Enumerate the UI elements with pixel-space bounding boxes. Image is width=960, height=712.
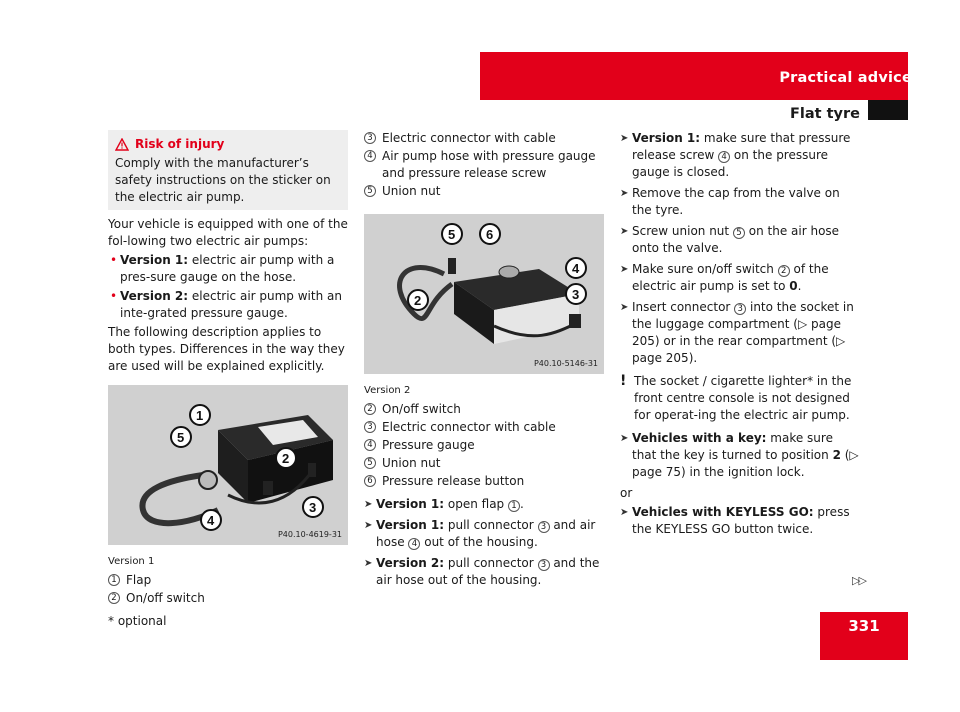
svg-text:5: 5 (448, 227, 456, 242)
warning-title-text: Risk of injury (135, 137, 225, 151)
legend-item: 2 On/off switch (108, 590, 348, 607)
pump-version-2-photo (364, 214, 604, 374)
warning-box (108, 130, 348, 210)
legend-item: 6 Pressure release button (364, 473, 604, 490)
svg-text:3: 3 (309, 500, 317, 515)
svg-text:2: 2 (414, 293, 422, 308)
step-arrow-icon: ➤ (620, 302, 629, 313)
step-arrow-icon: ➤ (620, 264, 629, 275)
legend-item: 4 Pressure gauge (364, 437, 604, 454)
svg-text:6: 6 (486, 227, 494, 242)
step-arrow-icon: ➤ (620, 433, 629, 444)
step-arrow-icon: ➤ (620, 133, 629, 144)
svg-text:1: 1 (196, 408, 204, 423)
exclamation-icon: ! (620, 373, 627, 389)
step-vehicles-with-key: ➤ Vehicles with a key: make sure that the key is turned to position 2 (▷ page 75) in the ignition lock. (620, 431, 859, 479)
warning-text: Comply with the manufacturer’s safety instructions on the sticker on the electric air pump. (115, 156, 331, 204)
photo-code: P40.10-4619-31 (277, 530, 342, 539)
column-1 (108, 130, 348, 608)
column-3 (620, 130, 860, 542)
legend-item: 5 Union nut (364, 183, 604, 200)
subsection-title: Flat tyre (789, 106, 860, 122)
step-pull-connector-v1: ➤ Version 1: pull connector 3 and air hose 4 out of the housing. (364, 518, 596, 549)
pump-version-1-illustration (108, 385, 348, 545)
step-arrow-icon: ➤ (364, 558, 373, 569)
or-text: or (620, 486, 633, 500)
figure-caption: Version 1 (108, 556, 155, 567)
step-open-flap: ➤ Version 1: open flap 1 . (364, 497, 524, 511)
step-arrow-icon: ➤ (620, 226, 629, 237)
footnote: * optional (108, 614, 167, 628)
legend-item: 1 Flap (108, 572, 348, 589)
legend-item: 2 On/off switch (364, 401, 604, 418)
svg-text:2: 2 (282, 451, 290, 466)
warning-triangle-icon (115, 138, 129, 151)
legend-item: 3 Electric connector with cable (364, 419, 604, 436)
step-arrow-icon: ➤ (620, 188, 629, 199)
step-keyless-go: ➤ Vehicles with KEYLESS GO: press the KEYLESS GO button twice. (620, 505, 850, 536)
page-number: 331 (848, 617, 880, 635)
svg-text:5: 5 (177, 430, 185, 445)
step-insert-connector: ➤ Insert connector 3 into the socket in the luggage compartment (▷ page 205) or in the rear compartment (▷ page 205). (620, 300, 854, 365)
svg-text:4: 4 (572, 261, 580, 276)
pump-version-1-photo (108, 385, 348, 545)
legend-item: 5 Union nut (364, 455, 604, 472)
step-check-release-screw: ➤ Version 1: make sure that pressure release screw 4 on the pressure gauge is closed. (620, 131, 851, 179)
step-check-switch: ➤ Make sure on/off switch 2 of the electric air pump is set to 0. (620, 262, 829, 293)
step-pull-connector-v2: ➤ Version 2: pull connector 3 and the air hose out of the housing. (364, 556, 600, 587)
intro-text: Your vehicle is equipped with one of the fol-lowing two electric air pumps: (108, 217, 348, 248)
description-text: The following description applies to both types. Differences in the way they are used will be explained explicitly. (108, 325, 345, 373)
note-socket: ! The socket / cigarette lighter* in the front centre console is not designed for operat-ing the electric air pump. (620, 373, 852, 422)
header-marker (868, 100, 908, 120)
step-arrow-icon: ➤ (620, 507, 629, 518)
column-2 (364, 130, 604, 593)
legend-item: 3 Electric connector with cable (364, 130, 604, 147)
bullet-version-2: • Version 2: electric air pump with an inte-grated pressure gauge. (108, 288, 348, 322)
step-arrow-icon: ➤ (364, 520, 373, 531)
section-title: Practical advice (779, 70, 912, 86)
warning-title (115, 136, 340, 153)
step-arrow-icon: ➤ (364, 499, 373, 510)
photo-code: P40.10-5146-31 (533, 359, 598, 368)
figure-caption: Version 2 (364, 385, 411, 396)
legend-item: 4 Air pump hose with pressure gauge and pressure release screw (364, 148, 604, 182)
step-remove-cap: ➤ Remove the cap from the valve on the tyre. (620, 186, 840, 217)
svg-text:3: 3 (572, 287, 580, 302)
step-screw-union-nut: ➤ Screw union nut 5 on the air hose onto the valve. (620, 224, 840, 255)
pump-version-2-illustration (364, 214, 604, 374)
bullet-version-1: • Version 1: electric air pump with a pres-sure gauge on the hose. (108, 252, 348, 286)
svg-text:4: 4 (207, 513, 215, 528)
continued-marker: ▷▷ (852, 574, 865, 587)
